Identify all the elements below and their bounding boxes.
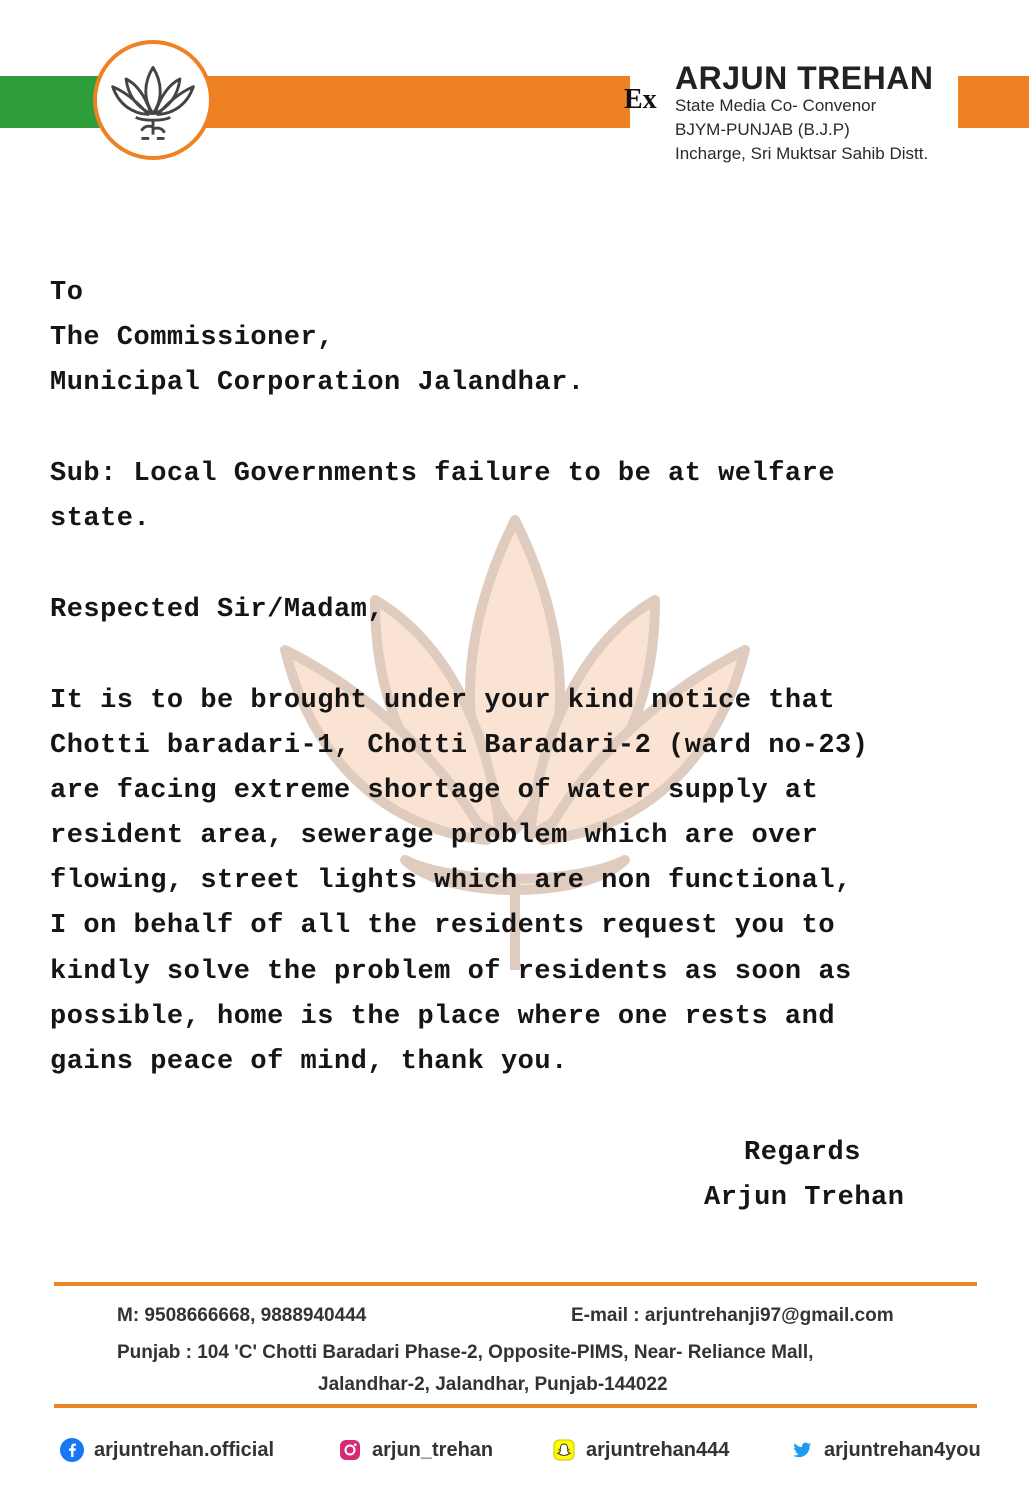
letter-to: To — [50, 278, 84, 308]
letter-body-line: I on behalf of all the residents request you to — [50, 911, 836, 941]
letter-body-line: gains peace of mind, thank you. — [50, 1047, 568, 1077]
letter-body-line: kindly solve the problem of residents as soon as — [50, 957, 852, 987]
social-snapchat — [552, 1438, 729, 1462]
letter-subject-1: Sub: Local Governments failure to be at welfare — [50, 459, 836, 489]
social-handle: arjuntrehan.official — [94, 1438, 275, 1461]
footer-rule-top — [54, 1282, 977, 1286]
social-handle: arjuntrehan4you — [824, 1438, 981, 1461]
sender-role-3: Incharge, Sri Muktsar Sahib Distt. — [675, 144, 929, 163]
footer-email: E-mail : arjuntrehanji97@gmail.com — [571, 1305, 894, 1326]
facebook-icon — [60, 1438, 84, 1462]
letter-signature: Arjun Trehan — [704, 1183, 905, 1213]
letter-closing: Regards — [744, 1138, 861, 1168]
letter-body-line: It is to be brought under your kind notice that — [50, 686, 836, 716]
twitter-icon — [790, 1438, 814, 1462]
snapchat-icon — [552, 1438, 576, 1462]
footer-phone: M: 9508666668, 9888940444 — [117, 1305, 367, 1326]
social-instagram — [338, 1438, 493, 1462]
letter-body-line: possible, home is the place where one rests and — [50, 1002, 836, 1032]
social-handle: arjun_trehan — [372, 1438, 494, 1461]
letter-addressee: The Commissioner, — [50, 323, 334, 353]
footer-address-2: Jalandhar-2, Jalandhar, Punjab-144022 — [318, 1374, 668, 1395]
social-facebook — [60, 1438, 274, 1462]
footer-rule-bottom — [54, 1404, 977, 1408]
letter-body-line: are facing extreme shortage of water supply at — [50, 776, 819, 806]
letter-office: Municipal Corporation Jalandhar. — [50, 368, 585, 398]
lotus-icon — [105, 54, 201, 150]
letter-body-line: Chotti baradari-1, Chotti Baradari-2 (ward no-23) — [50, 731, 869, 761]
social-twitter — [790, 1438, 981, 1462]
ex-prefix: Ex — [624, 84, 657, 115]
instagram-icon — [338, 1438, 362, 1462]
letter-subject-2: state. — [50, 504, 151, 534]
social-handle: arjuntrehan444 — [586, 1438, 730, 1461]
footer-address-1: Punjab : 104 'C' Chotti Baradari Phase-2, Opposite-PIMS, Near- Reliance Mall, — [117, 1342, 814, 1363]
letter-body-line: resident area, sewerage problem which are over — [50, 821, 819, 851]
sender-role-2: BJYM-PUNJAB (B.J.P) — [675, 120, 850, 139]
party-logo — [93, 40, 213, 160]
sender-name: ARJUN TREHAN — [675, 60, 934, 96]
header-band-orange-right — [958, 76, 1029, 128]
letter-body-line: flowing, street lights which are non functional, — [50, 866, 852, 896]
letter-salutation: Respected Sir/Madam, — [50, 595, 385, 625]
sender-role-1: State Media Co- Convenor — [675, 96, 877, 115]
